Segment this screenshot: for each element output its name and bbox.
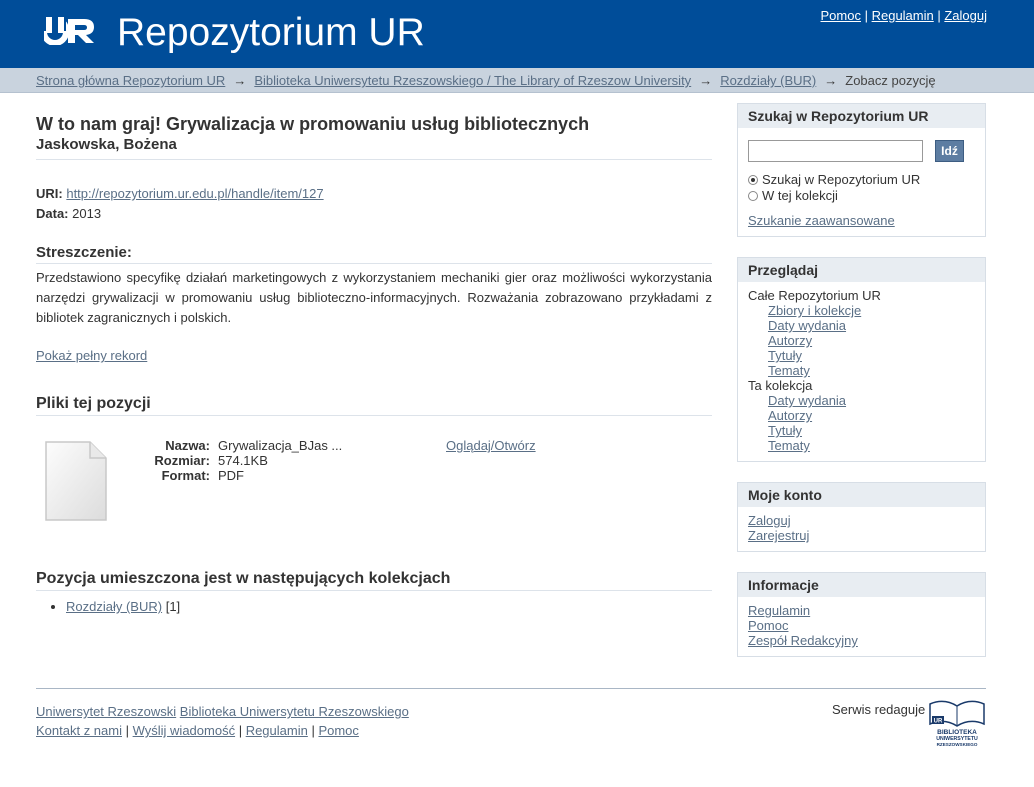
file-format-label: Format: bbox=[161, 468, 210, 483]
browse-coll-subjects[interactable]: Tematy bbox=[768, 438, 810, 453]
library-logo-line3: RZESZOWSKIEGO bbox=[936, 742, 978, 747]
file-size: 574.1KB bbox=[218, 453, 268, 468]
account-body bbox=[738, 507, 985, 551]
breadcrumb-collection[interactable]: Rozdziały (BUR) bbox=[720, 73, 817, 88]
browse-coll-titles[interactable]: Tytuły bbox=[768, 423, 802, 438]
search-body bbox=[738, 128, 985, 236]
date-label: Data: bbox=[36, 206, 69, 221]
breadcrumb bbox=[36, 73, 936, 88]
search-heading: Szukaj w Repozytorium UR bbox=[738, 104, 985, 128]
scope-collection-option[interactable] bbox=[748, 188, 975, 203]
browse-coll-label: Ta kolekcja bbox=[748, 378, 813, 393]
browse-heading: Przeglądaj bbox=[738, 258, 985, 282]
item-main bbox=[36, 113, 712, 614]
browse-coll-dates[interactable]: Daty wydania bbox=[768, 393, 847, 408]
breadcrumb-home[interactable]: Strona główna Repozytorium UR bbox=[36, 73, 226, 88]
item-metadata bbox=[36, 184, 712, 224]
abstract-text: Przedstawiono specyfikę działań marketingowych z wykorzystaniem mechaniki gier oraz możliwości wykorzystania narzędzi grywalizacji w promowaniu usług biblioteczno-informacyjnych. Rozważania zobrazowano przykładami z bibliotek zagranicznych i polskich. bbox=[36, 270, 712, 325]
browse-all-collections[interactable]: Zbiory i kolekcje bbox=[768, 303, 862, 318]
file-size-label: Rozmiar: bbox=[154, 453, 210, 468]
site-header bbox=[0, 0, 1034, 68]
advanced-search-wrap bbox=[748, 213, 975, 228]
account-box bbox=[737, 482, 986, 552]
info-help-link[interactable]: Pomoc bbox=[748, 618, 789, 633]
item-title: W to nam graj! Grywalizacja w promowaniu usług bibliotecznych bbox=[36, 114, 590, 134]
library-logo-line1: BIBLIOTEKA bbox=[937, 729, 977, 736]
file-values bbox=[218, 438, 342, 483]
ur-logo-icon[interactable] bbox=[44, 17, 96, 45]
item-author: Jaskowska, Bożena bbox=[36, 135, 712, 160]
file-open-link[interactable]: Oglądaj/Otwórz bbox=[446, 438, 536, 453]
collections-heading: Pozycja umieszczona jest w następujących kolekcjach bbox=[36, 570, 712, 591]
breadcrumb-arrow-icon: → bbox=[233, 73, 247, 88]
footer-contact-link[interactable]: Kontakt z nami bbox=[36, 723, 122, 738]
footer-university-link[interactable]: Uniwersytet Rzeszowski bbox=[36, 704, 177, 719]
browse-all-label: Całe Repozytorium UR bbox=[748, 288, 881, 303]
footer-editor-text: Serwis redaguje bbox=[832, 702, 926, 717]
breadcrumb-current: Zobacz pozycję bbox=[845, 73, 936, 88]
login-link[interactable]: Zaloguj bbox=[944, 8, 987, 23]
abstract-heading: Streszczenie: bbox=[36, 244, 132, 261]
library-logo-icon[interactable] bbox=[928, 698, 986, 748]
uri-link[interactable]: http://repozytorium.ur.edu.pl/handle/item/127 bbox=[66, 186, 324, 201]
files-heading: Pliki tej pozycji bbox=[36, 395, 712, 416]
site-title[interactable]: Repozytorium UR bbox=[117, 11, 425, 54]
info-team-link[interactable]: Zespół Redakcyjny bbox=[748, 633, 858, 648]
search-input[interactable] bbox=[748, 140, 923, 162]
top-links: Pomoc | Regulamin | Zaloguj bbox=[820, 8, 987, 23]
collection-count: [1] bbox=[165, 599, 181, 614]
radio-checked-icon[interactable] bbox=[748, 175, 758, 185]
uri-label: URI: bbox=[36, 186, 63, 201]
breadcrumb-arrow-icon: → bbox=[824, 73, 838, 88]
advanced-search-link[interactable]: Szukanie zaawansowane bbox=[748, 213, 895, 228]
footer-message-link[interactable]: Wyślij wiadomość bbox=[132, 723, 236, 738]
breadcrumb-library[interactable]: Biblioteka Uniwersytetu Rzeszowskiego / The Library of Rzeszow University bbox=[254, 73, 692, 88]
file-row bbox=[36, 438, 712, 528]
browse-all-authors[interactable]: Autorzy bbox=[768, 333, 813, 348]
file-name-label: Nazwa: bbox=[165, 438, 210, 453]
list-item bbox=[66, 599, 712, 614]
browse-all-titles[interactable]: Tytuły bbox=[768, 348, 802, 363]
file-labels bbox=[146, 438, 210, 483]
file-name: Grywalizacja_BJas ... bbox=[218, 438, 343, 453]
radio-unchecked-icon[interactable] bbox=[748, 191, 758, 201]
terms-link[interactable]: Regulamin bbox=[871, 8, 934, 23]
footer-library-link[interactable]: Biblioteka Uniwersytetu Rzeszowskiego bbox=[179, 704, 409, 719]
footer-help-link[interactable]: Pomoc bbox=[318, 723, 359, 738]
date-value: 2013 bbox=[72, 206, 102, 221]
full-record-wrap bbox=[36, 348, 712, 363]
abstract-heading-wrap bbox=[36, 244, 712, 264]
search-box bbox=[737, 103, 986, 237]
account-heading: Moje konto bbox=[738, 483, 985, 507]
browse-coll-authors[interactable]: Autorzy bbox=[768, 408, 813, 423]
search-row bbox=[748, 140, 975, 164]
full-record-link[interactable]: Pokaż pełny rekord bbox=[36, 348, 148, 363]
browse-all-subjects[interactable]: Tematy bbox=[768, 363, 810, 378]
info-heading: Informacje bbox=[738, 573, 985, 597]
search-button[interactable]: Idź bbox=[935, 140, 964, 162]
library-logo-badge: UR bbox=[933, 718, 943, 725]
scope-all-option[interactable] bbox=[748, 172, 975, 187]
browse-box bbox=[737, 257, 986, 462]
collection-link[interactable]: Rozdziały (BUR) bbox=[66, 599, 163, 614]
account-login-link[interactable]: Zaloguj bbox=[748, 513, 791, 528]
browse-all-dates[interactable]: Daty wydania bbox=[768, 318, 847, 333]
file-document-icon[interactable] bbox=[44, 440, 108, 522]
scope-collection-label: W tej kolekcji bbox=[762, 188, 838, 203]
info-box bbox=[737, 572, 986, 657]
breadcrumb-bar bbox=[0, 68, 1034, 93]
info-body bbox=[738, 597, 985, 656]
info-terms-link[interactable]: Regulamin bbox=[748, 603, 811, 618]
help-link[interactable]: Pomoc bbox=[820, 8, 861, 23]
breadcrumb-arrow-icon: → bbox=[699, 73, 713, 88]
account-register-link[interactable]: Zarejestruj bbox=[748, 528, 810, 543]
browse-body bbox=[738, 282, 985, 461]
scope-all-label: Szukaj w Repozytorium UR bbox=[762, 172, 921, 187]
footer-terms-link[interactable]: Regulamin bbox=[245, 723, 308, 738]
search-scope bbox=[748, 172, 975, 203]
sidebar bbox=[737, 103, 986, 677]
footer-divider bbox=[36, 688, 986, 689]
collections-list bbox=[36, 599, 712, 614]
library-logo-line2: UNIWERSYTETU bbox=[936, 736, 978, 742]
footer: Uniwersytet Rzeszowski Biblioteka Uniwersytetu Rzeszowskiego Kontakt z nami | Wyślij wiadomość | Regulamin | Pomoc bbox=[36, 704, 409, 738]
file-format: PDF bbox=[218, 468, 244, 483]
